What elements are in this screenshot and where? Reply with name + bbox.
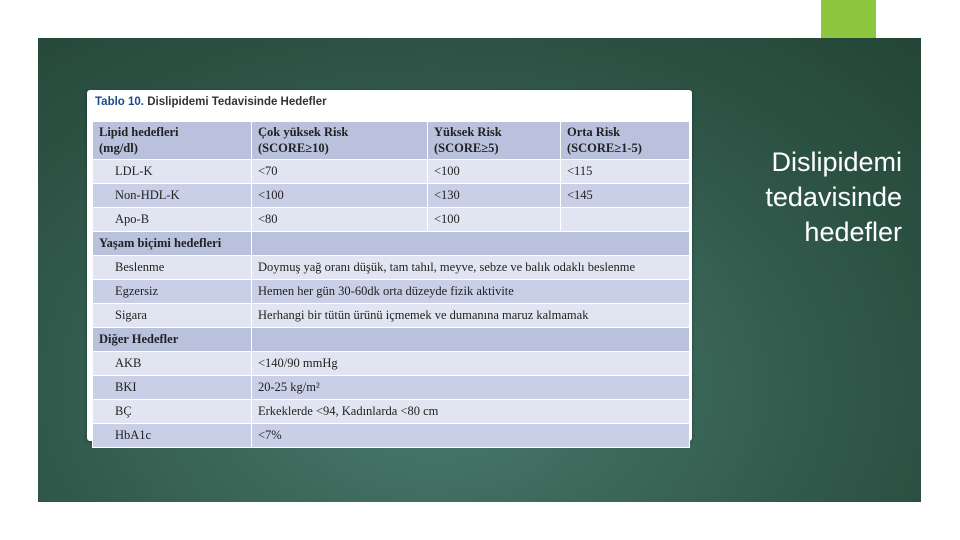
- header-high-risk: Yüksek Risk (SCORE≥5): [428, 122, 561, 160]
- header-moderate-risk: Orta Risk (SCORE≥1-5): [561, 122, 690, 160]
- table-row: LDL-K <70 <100 <115: [93, 160, 690, 184]
- section-row-other: Diğer Hedefler: [93, 328, 690, 352]
- table-row: Non-HDL-K <100 <130 <145: [93, 184, 690, 208]
- table-row: BKI 20-25 kg/m²: [93, 376, 690, 400]
- table-image: [87, 90, 692, 441]
- targets-table: [92, 121, 690, 448]
- section-row-lifestyle: Yaşam biçimi hedefleri: [93, 232, 690, 256]
- table-row: AKB <140/90 mmHg: [93, 352, 690, 376]
- table-row: BÇ Erkeklerde <94, Kadınlarda <80 cm: [93, 400, 690, 424]
- table-row: Beslenme Doymuş yağ oranı düşük, tam tahıl, meyve, sebze ve balık odaklı beslenme: [93, 256, 690, 280]
- slide-title-line-2: tedavisinde: [765, 182, 902, 213]
- table-header-row: [93, 122, 690, 160]
- slide-title-line-1: Dislipidemi: [771, 147, 902, 177]
- table-row: Sigara Herhangi bir tütün ürünü içmemek ve dumanına maruz kalmamak: [93, 304, 690, 328]
- table-row: HbA1c <7%: [93, 424, 690, 448]
- table-row: Apo-B <80 <100: [93, 208, 690, 232]
- slide-title: [700, 145, 902, 250]
- table-row: Egzersiz Hemen her gün 30-60dk orta düzeyde fizik aktivite: [93, 280, 690, 304]
- header-lipid: Lipid hedefleri (mg/dl): [93, 122, 252, 160]
- table-caption: [95, 96, 327, 108]
- table-caption-label: Tablo 10.: [95, 96, 144, 108]
- table-caption-text: Dislipidemi Tedavisinde Hedefler: [147, 96, 327, 108]
- slide-title-line-3: hedefler: [804, 217, 902, 248]
- header-very-high-risk: Çok yüksek Risk (SCORE≥10): [252, 122, 428, 160]
